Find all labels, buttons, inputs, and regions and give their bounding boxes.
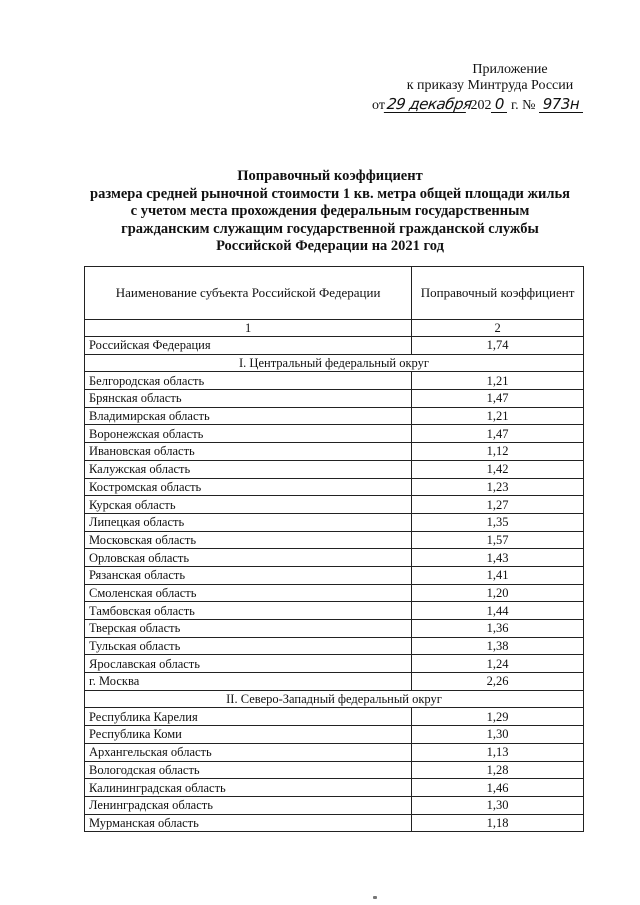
coefficient-value: 1,42 bbox=[412, 460, 584, 478]
document-title bbox=[60, 168, 600, 256]
subject-name: Курская область bbox=[85, 496, 412, 514]
federal-district-title: I. Центральный федеральный округ bbox=[85, 354, 584, 372]
table-row bbox=[85, 478, 584, 496]
subject-name: Тверская область bbox=[85, 620, 412, 638]
coefficient-value: 1,20 bbox=[412, 584, 584, 602]
title-line-1: Поправочный коэффициент bbox=[237, 168, 423, 184]
coefficient-value: 2,26 bbox=[412, 673, 584, 691]
table-row bbox=[85, 496, 584, 514]
coefficient-value: 1,47 bbox=[412, 390, 584, 408]
coefficient-value: 1,57 bbox=[412, 531, 584, 549]
column-header-subject: Наименование субъекта Российской Федерации bbox=[85, 267, 412, 320]
subject-name: Владимирская область bbox=[85, 407, 412, 425]
coefficient-value: 1,41 bbox=[412, 566, 584, 584]
coefficient-value: 1,74 bbox=[412, 337, 584, 355]
coefficient-value: 1,21 bbox=[412, 372, 584, 390]
coefficient-table bbox=[84, 266, 584, 832]
coefficient-value: 1,44 bbox=[412, 602, 584, 620]
column-index-1: 1 bbox=[85, 320, 412, 337]
coefficient-value: 1,46 bbox=[412, 779, 584, 797]
coefficient-value: 1,18 bbox=[412, 814, 584, 832]
table-row bbox=[85, 584, 584, 602]
subject-name: Мурманская область bbox=[85, 814, 412, 832]
coefficient-value: 1,24 bbox=[412, 655, 584, 673]
column-index-2: 2 bbox=[412, 320, 584, 337]
table-row bbox=[85, 673, 584, 691]
table-row bbox=[85, 761, 584, 779]
subject-name: Воронежская область bbox=[85, 425, 412, 443]
table-row bbox=[85, 796, 584, 814]
section-header-row bbox=[85, 690, 584, 708]
appendix-order-ref: к приказу Минтруда России bbox=[406, 78, 574, 93]
section-header-row bbox=[85, 354, 584, 372]
coefficient-value: 1,30 bbox=[412, 796, 584, 814]
table-row bbox=[85, 726, 584, 744]
subject-name: Вологодская область bbox=[85, 761, 412, 779]
subject-name: Ленинградская область bbox=[85, 796, 412, 814]
table-row-total bbox=[85, 337, 584, 355]
table-row bbox=[85, 425, 584, 443]
subject-name: Калужская область bbox=[85, 460, 412, 478]
coefficient-value: 1,36 bbox=[412, 620, 584, 638]
order-date-handwritten: 29 декабря bbox=[385, 95, 473, 113]
coefficient-value: 1,28 bbox=[412, 761, 584, 779]
subject-name: Ивановская область bbox=[85, 443, 412, 461]
coefficient-value: 1,29 bbox=[412, 708, 584, 726]
table-row bbox=[85, 602, 584, 620]
coefficient-value: 1,21 bbox=[412, 407, 584, 425]
table-row bbox=[85, 779, 584, 797]
column-index-row bbox=[85, 320, 584, 337]
appendix-header bbox=[360, 62, 620, 94]
subject-name: Республика Коми bbox=[85, 726, 412, 744]
table-row bbox=[85, 390, 584, 408]
subject-name: Московская область bbox=[85, 531, 412, 549]
table-row bbox=[85, 708, 584, 726]
table-row bbox=[85, 513, 584, 531]
table-row bbox=[85, 531, 584, 549]
coefficient-value: 1,30 bbox=[412, 726, 584, 744]
coefficient-value: 1,38 bbox=[412, 637, 584, 655]
subject-name: Архангельская область bbox=[85, 743, 412, 761]
subject-name: Ярославская область bbox=[85, 655, 412, 673]
order-date-number-line bbox=[372, 96, 632, 115]
table-row bbox=[85, 743, 584, 761]
coefficient-value: 1,12 bbox=[412, 443, 584, 461]
subject-name: Костромская область bbox=[85, 478, 412, 496]
coefficient-value: 1,27 bbox=[412, 496, 584, 514]
subject-name: Тамбовская область bbox=[85, 602, 412, 620]
table-row bbox=[85, 655, 584, 673]
table-row bbox=[85, 549, 584, 567]
column-header-coefficient: Поправочный коэффициент bbox=[412, 267, 584, 320]
federal-district-title: II. Северо-Западный федеральный округ bbox=[85, 690, 584, 708]
scan-speck bbox=[373, 896, 377, 899]
subject-name: Калининградская область bbox=[85, 779, 412, 797]
order-number-handwritten: 973н bbox=[539, 96, 583, 113]
table-row bbox=[85, 637, 584, 655]
title-line-4: гражданским служащим государственной гражданской службы bbox=[121, 220, 539, 237]
table-row bbox=[85, 460, 584, 478]
subject-name: Смоленская область bbox=[85, 584, 412, 602]
title-line-2: размера средней рыночной стоимости 1 кв. метра общей площади жилья bbox=[90, 185, 570, 202]
table-row bbox=[85, 443, 584, 461]
table-row bbox=[85, 566, 584, 584]
subject-name: Белгородская область bbox=[85, 372, 412, 390]
coefficient-value: 1,43 bbox=[412, 549, 584, 567]
title-line-3: с учетом места прохождения федеральным государственным bbox=[130, 203, 530, 219]
coefficient-value: 1,13 bbox=[412, 743, 584, 761]
order-from-label: от bbox=[372, 98, 385, 113]
subject-name: Республика Карелия bbox=[85, 708, 412, 726]
order-year-handwritten: 0 bbox=[491, 96, 507, 113]
table-row bbox=[85, 814, 584, 832]
table-row bbox=[85, 407, 584, 425]
subject-name: Российская Федерация bbox=[85, 337, 412, 355]
subject-name: г. Москва bbox=[85, 673, 412, 691]
table-row bbox=[85, 620, 584, 638]
subject-name: Тульская область bbox=[85, 637, 412, 655]
order-number-label: г. № bbox=[510, 98, 536, 113]
subject-name: Рязанская область bbox=[85, 566, 412, 584]
subject-name: Брянская область bbox=[85, 390, 412, 408]
title-line-5: Российской Федерации на 2021 год bbox=[216, 238, 444, 254]
coefficient-value: 1,47 bbox=[412, 425, 584, 443]
coefficient-value: 1,35 bbox=[412, 513, 584, 531]
subject-name: Орловская область bbox=[85, 549, 412, 567]
subject-name: Липецкая область bbox=[85, 513, 412, 531]
table-row bbox=[85, 372, 584, 390]
order-year-prefix: 202 bbox=[470, 98, 492, 113]
coefficient-value: 1,23 bbox=[412, 478, 584, 496]
appendix-label: Приложение bbox=[472, 62, 548, 77]
